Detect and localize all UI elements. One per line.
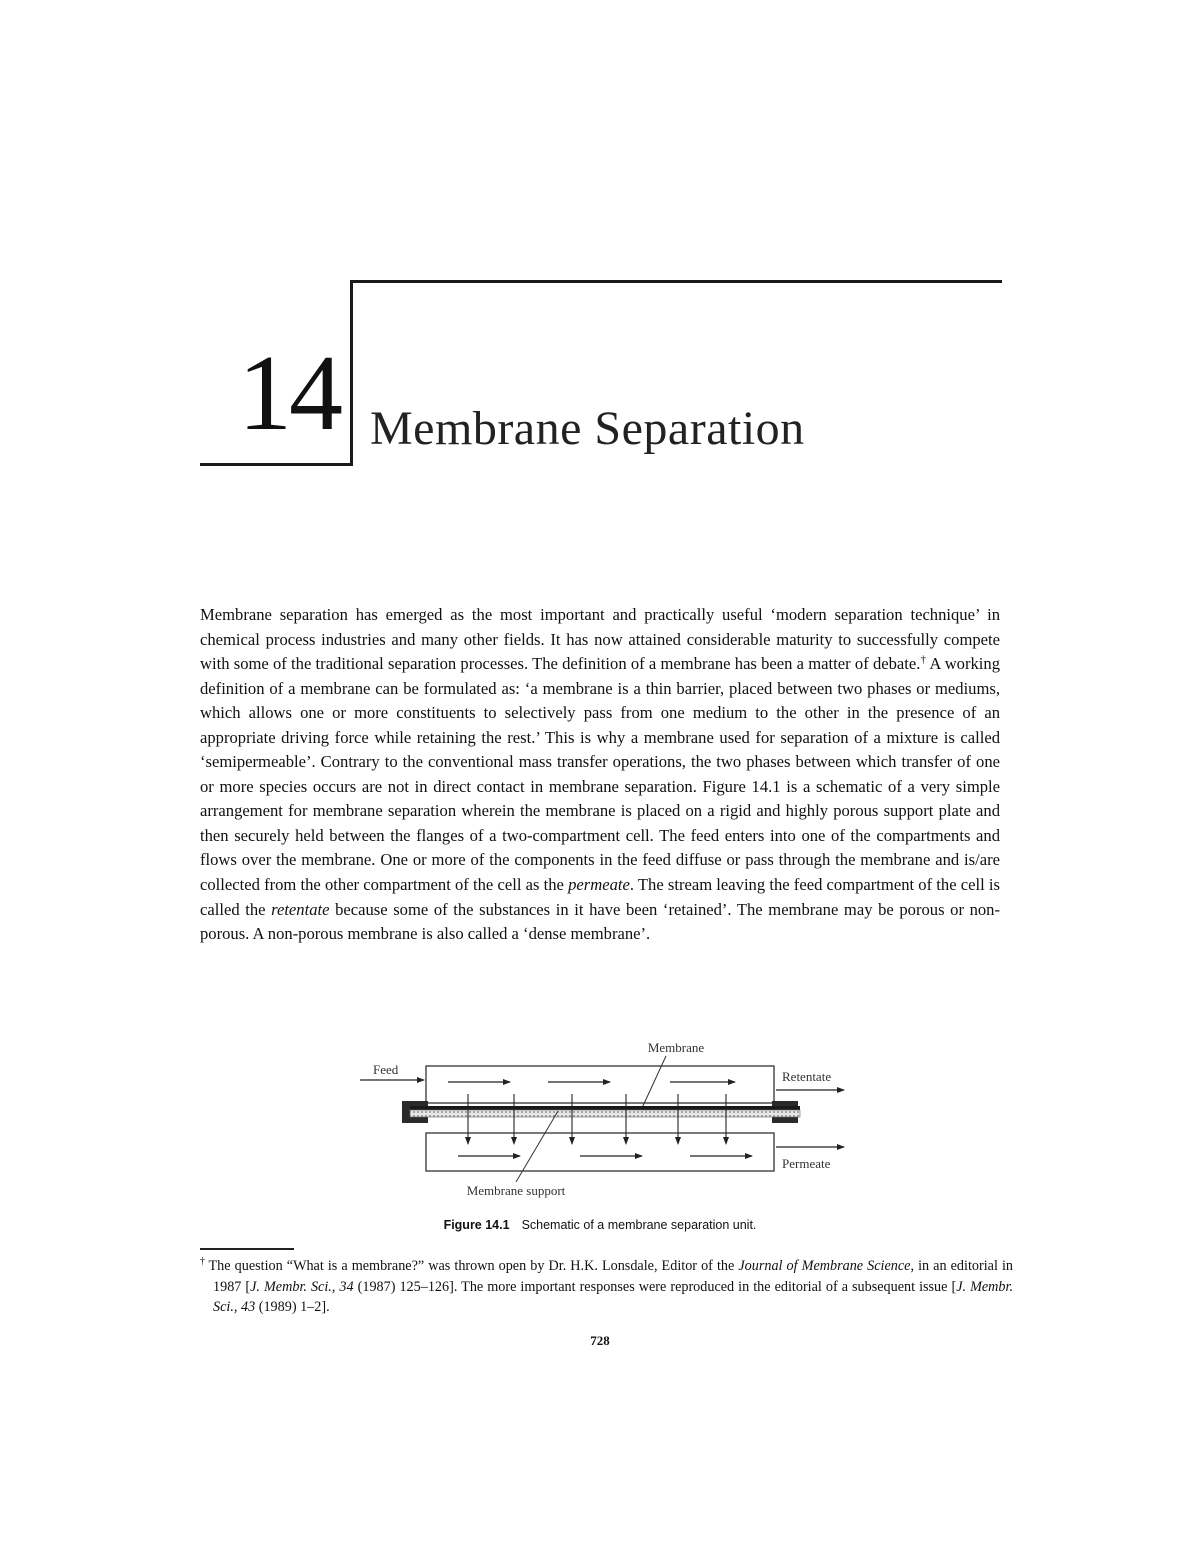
footnote-text: ,: [331, 1278, 340, 1295]
body-text-part: Membrane separation has emerged as the most important and practically useful ‘modern separation technique’ in chemical process industries and many other fields. It has now attained considerable maturity to successfully compete with some of the traditional separation processes. The definition of a membrane has been a matter of debate.: [200, 605, 1000, 674]
footnote-text: (1989) 1–2].: [255, 1299, 330, 1315]
body-paragraph: [200, 603, 1000, 947]
membrane-unit-figure: [340, 1038, 860, 1208]
citation-journal: J. Membr. Sci.: [250, 1278, 332, 1295]
figure-caption-text: Schematic of a membrane separation unit.: [521, 1218, 757, 1232]
label-retentate: Retentate: [782, 1069, 832, 1084]
label-membrane: Membrane: [647, 1040, 705, 1055]
citation-volume: 34: [339, 1278, 354, 1295]
figure-caption: [200, 1218, 1000, 1232]
footnote-text: (1987) 125–126]. The more important responses were reproduced in the editorial of a subsequent issue [: [353, 1278, 957, 1295]
permeate-compartment: [426, 1133, 774, 1171]
label-permeate: Permeate: [782, 1156, 831, 1171]
heading-rule-vertical: [350, 280, 353, 466]
label-feed: Feed: [373, 1062, 399, 1077]
heading-rule-top: [350, 280, 1002, 283]
footnote-divider: [200, 1248, 294, 1250]
footnote-mark: †: [200, 1256, 206, 1268]
permeation-arrows: [468, 1094, 726, 1144]
chapter-number: 14: [238, 334, 340, 453]
body-text-part: A working definition of a membrane can be formulated as: ‘a membrane is a thin barrier, placed between two phases or mediums, which allows one or more constituents to selectively pass from one medium to the other in the presence of an appropriate driving force while retaining the rest.’ This is why a membrane used for separation of a mixture is called ‘semipermeable’. Contrary to the conventional mass transfer operations, the two phases between which transfer of one or more species occurs are not in direct contact in membrane separation. Figure 14.1 is a schematic of a very simple arrangement for membrane separation wherein the membrane is placed on a rigid and highly porous support plate and then securely held between the flanges of a two-compartment cell. The feed enters into one of the compartments and flows over the membrane. One or more of the components in the feed diffuse or pass through the membrane and is/are collected from the other compartment of the cell as the: [200, 654, 1001, 895]
page-number: 728: [590, 1333, 610, 1348]
membrane-unit-schematic: [340, 1038, 860, 1208]
chapter-title: Membrane Separation: [370, 402, 805, 455]
term-permeate: permeate: [568, 875, 630, 895]
footnote-text: The question “What is a membrane?” was thrown open by Dr. H.K. Lonsdale, Editor of the: [208, 1258, 739, 1274]
footnote-reference[interactable]: †: [920, 653, 927, 666]
term-retentate: retentate: [271, 899, 330, 919]
heading-rule-bottom: [200, 463, 353, 466]
citation-journal: J. Membr. Sci.: [213, 1278, 1014, 1315]
body-text-part: . The stream leaving the feed compartment of the cell is called the: [200, 875, 1000, 919]
membrane-leader-line: [642, 1056, 666, 1108]
figure-label: Figure 14.1: [443, 1218, 510, 1232]
body-text-part: because some of the substances in it have been ‘retained’. The membrane may be porous or non-porous. A non-porous membrane is also called a ‘dense membrane’.: [200, 899, 1000, 944]
footnote-text: , in an editorial in 1987 [: [213, 1258, 1013, 1295]
citation-volume: 43: [240, 1299, 256, 1315]
journal-name: Journal of Membrane Science: [738, 1258, 911, 1274]
feed-compartment: [426, 1066, 774, 1103]
footnote: [200, 1256, 1013, 1318]
label-membrane-support: Membrane support: [466, 1183, 566, 1198]
footnote-text: ,: [233, 1299, 241, 1315]
